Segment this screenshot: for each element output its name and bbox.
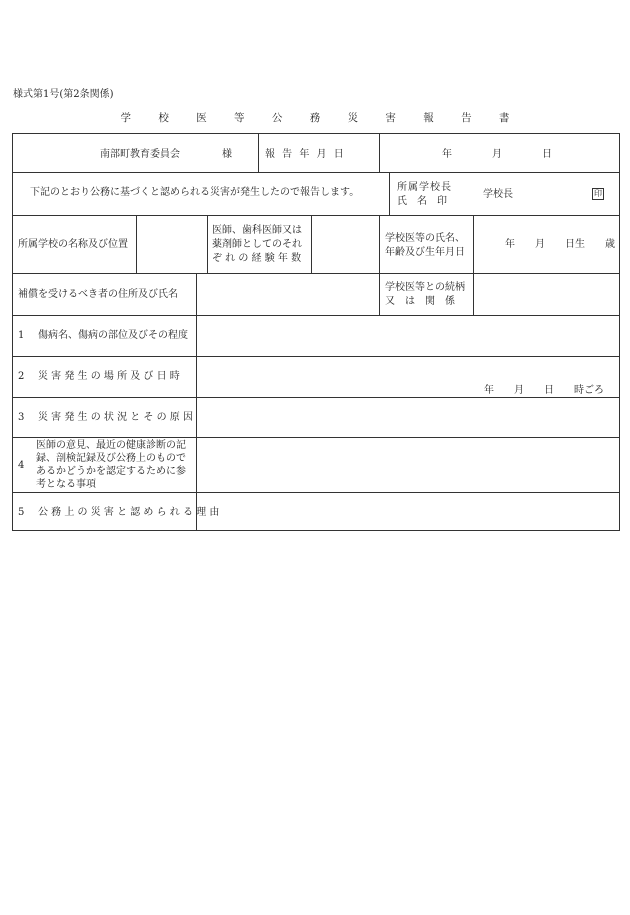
- row-divider: [12, 172, 620, 173]
- column-divider: [258, 133, 259, 173]
- report-date-field[interactable]: 年 月 日: [442, 149, 552, 160]
- item-number: 4: [18, 460, 25, 471]
- experience-label-line1: 医師、歯科医師又は: [212, 225, 302, 236]
- item-label-line1: 医師の意見、最近の健康診断の記: [36, 440, 186, 451]
- school-label: 所属学校の名称及び位置: [18, 239, 128, 250]
- item-label-line2: 録、剖検記録及び公務上のもので: [36, 453, 186, 464]
- doctor-name-label-line2: 年齢及び生年月日: [385, 247, 465, 258]
- form-number: 様式第1号(第2条関係): [13, 89, 114, 100]
- item-number: 3: [18, 412, 25, 423]
- item-label-line3: あるかどうかを認定するために参: [36, 466, 186, 477]
- experience-years-input-area[interactable]: [312, 216, 379, 273]
- occurrence-date-field[interactable]: 年 月 日 時ごろ: [484, 385, 604, 396]
- column-divider: [207, 215, 208, 274]
- experience-label-line3: ぞ れ の 経 験 年 数: [212, 253, 302, 264]
- item-number: 1: [18, 330, 25, 341]
- item-number: 2: [18, 371, 25, 382]
- column-divider: [389, 172, 390, 216]
- item-label: 公 務 上 の 災 害 と 認 め ら れ る 理 由: [38, 507, 220, 518]
- circumstances-input-area[interactable]: [197, 398, 619, 437]
- doctor-name-label-line1: 学校医等の氏名、: [385, 233, 465, 244]
- item-label: 傷病名、傷病の部位及びその程度: [38, 330, 188, 341]
- honorific: 様: [222, 149, 232, 160]
- column-divider: [379, 215, 380, 315]
- report-date-label: 報 告 年 月 日: [265, 149, 346, 160]
- school-name-input-area[interactable]: [137, 216, 207, 273]
- beneficiary-label: 補償を受けるべき者の住所及び氏名: [18, 289, 178, 300]
- addressee: 南部町教育委員会: [100, 149, 180, 160]
- item-label: 災 害 発 生 の 状 況 と そ の 原 因: [38, 412, 193, 423]
- intro-statement: 下記のとおり公務に基づくと認められる災害が発生したので報告します。: [30, 187, 360, 198]
- principal-name-field[interactable]: 学校長: [483, 189, 513, 200]
- relation-input-area[interactable]: [474, 274, 619, 315]
- principal-label-line1: 所属学校長: [397, 182, 452, 193]
- seal-stamp: 印: [594, 189, 602, 198]
- birth-date-field[interactable]: 年 月 日生 歳: [505, 239, 615, 250]
- beneficiary-input-area[interactable]: [197, 274, 379, 315]
- location-input-area[interactable]: [197, 357, 477, 397]
- experience-label-line2: 薬剤師としてのそれ: [212, 239, 302, 250]
- page-title: 学 校 医 等 公 務 災 害 報 告 書: [120, 112, 522, 124]
- item-number: 5: [18, 507, 25, 518]
- principal-label-line2: 氏 名 印: [397, 196, 447, 207]
- column-divider: [379, 133, 380, 173]
- injury-input-area[interactable]: [197, 316, 619, 356]
- medical-opinion-input-area[interactable]: [197, 438, 619, 492]
- reason-input-area[interactable]: [197, 493, 619, 530]
- relation-label-line1: 学校医等との続柄: [385, 282, 465, 293]
- item-label: 災 害 発 生 の 場 所 及 び 日 時: [38, 371, 180, 382]
- relation-label-line2: 又 は 関 係: [385, 296, 455, 307]
- item-label-line4: 考となる事項: [36, 479, 96, 490]
